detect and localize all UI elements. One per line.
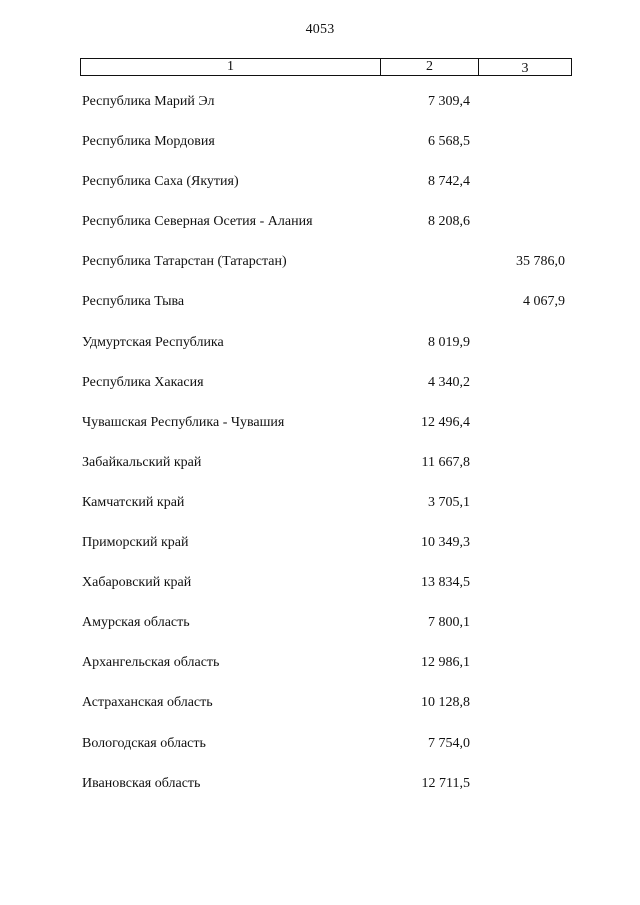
table-row (0, 250, 640, 290)
region-name: Камчатский край (82, 494, 185, 510)
table-row (0, 732, 640, 772)
region-name: Ивановская область (82, 775, 201, 791)
col2-value: 12 986,1 (421, 655, 470, 671)
region-name: Республика Хакасия (82, 374, 204, 390)
region-name: Республика Татарстан (Татарстан) (82, 254, 287, 270)
col2-value: 8 742,4 (428, 174, 470, 190)
col2-value: 8 208,6 (428, 214, 470, 230)
col2-value: 12 711,5 (421, 775, 470, 791)
table-row (0, 772, 640, 812)
col2-value: 3 705,1 (428, 494, 470, 510)
page-number: 4053 (305, 22, 335, 37)
header-cell-col2: 2 (381, 59, 479, 75)
region-name: Астраханская область (82, 695, 213, 711)
table-row (0, 331, 640, 371)
table-row (0, 451, 640, 491)
table-row (0, 170, 640, 210)
col2-value: 4 340,2 (428, 374, 470, 390)
col2-value: 8 019,9 (428, 334, 470, 350)
region-name: Хабаровский край (82, 575, 192, 591)
region-name: Республика Саха (Якутия) (82, 174, 239, 190)
table-row (0, 210, 640, 250)
table-row (0, 90, 640, 130)
table-row (0, 531, 640, 571)
table-row (0, 130, 640, 170)
col2-value: 10 349,3 (421, 535, 470, 551)
region-name: Чувашская Республика - Чувашия (82, 414, 285, 430)
col2-value: 11 667,8 (421, 454, 470, 470)
region-name: Республика Мордовия (82, 134, 215, 150)
region-name: Приморский край (82, 535, 189, 551)
col2-value: 13 834,5 (421, 575, 470, 591)
table-row (0, 290, 640, 330)
header-cell-col1: 1 (81, 59, 381, 75)
table-row (0, 371, 640, 411)
region-name: Республика Марий Эл (82, 94, 215, 109)
table-row (0, 411, 640, 451)
col2-value: 7 800,1 (428, 615, 470, 631)
table-row (0, 571, 640, 611)
col3-value: 4 067,9 (523, 294, 565, 310)
region-name: Архангельская область (82, 655, 220, 671)
region-name: Амурская область (82, 615, 190, 631)
table-body (0, 90, 640, 812)
region-name: Республика Тыва (82, 294, 185, 310)
col2-value: 10 128,8 (421, 695, 470, 711)
table-header (80, 58, 572, 76)
col2-value: 7 754,0 (428, 735, 470, 751)
table-row (0, 491, 640, 531)
col2-value: 6 568,5 (428, 134, 470, 150)
region-name: Вологодская область (82, 735, 206, 751)
col2-value: 7 309,4 (428, 94, 470, 109)
table-row (0, 611, 640, 651)
header-cell-col3: 3 (521, 61, 529, 76)
col3-value: 35 786,0 (516, 254, 565, 270)
table-row (0, 651, 640, 691)
region-name: Республика Северная Осетия - Алания (82, 214, 313, 230)
region-name: Удмуртская Республика (82, 334, 224, 350)
region-name: Забайкальский край (82, 454, 202, 470)
col2-value: 12 496,4 (421, 414, 470, 430)
table-row (0, 691, 640, 731)
